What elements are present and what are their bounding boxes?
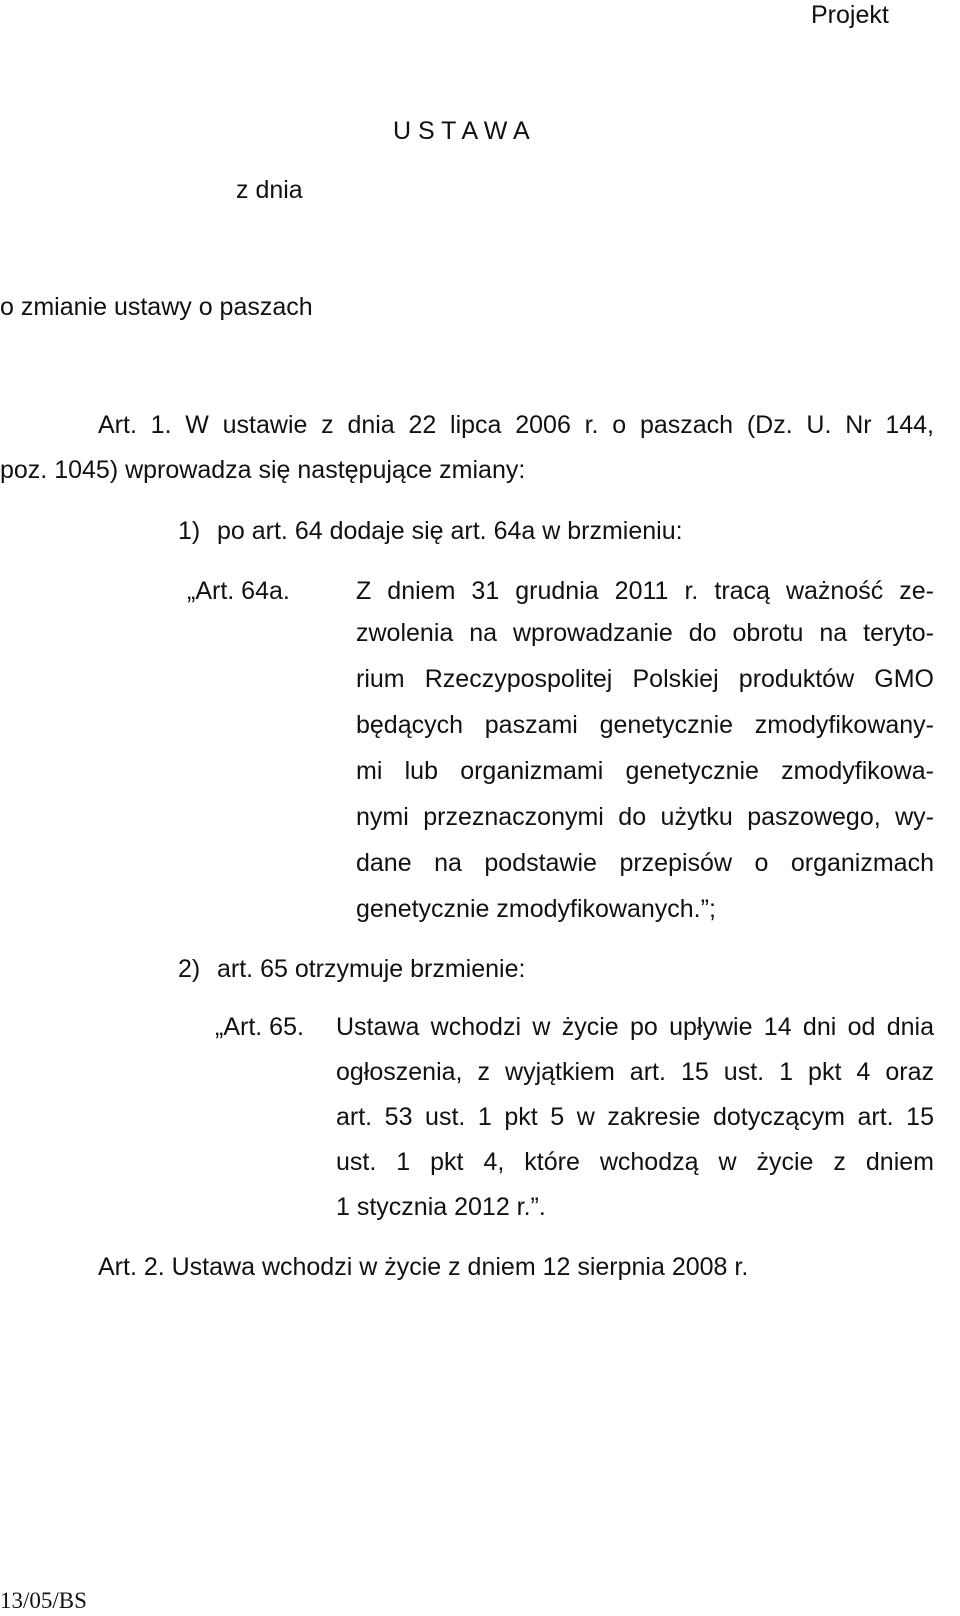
art64a-line: zwolenia na wprowadzanie do obrotu na teryto- (356, 619, 934, 647)
art64a-line-last: genetycznie zmodyfikowanych.”; (356, 895, 716, 923)
art65-line: art. 53 ust. 1 pkt 5 w zakresie dotyczącym art. 15 (336, 1103, 934, 1131)
art65-line: ogłoszenia, z wyjątkiem art. 15 ust. 1 pkt 4 oraz (336, 1058, 934, 1086)
project-label: Projekt (811, 1, 889, 29)
art64a-line: mi lub organizmami genetycznie zmodyfikowa- (356, 757, 934, 785)
article2-text: Art. 2. Ustawa wchodzi w życie z dniem 12 sierpnia 2008 r. (98, 1253, 749, 1281)
art64a-line: będących paszami genetycznie zmodyfikowany- (356, 711, 934, 739)
art65-label: „Art. 65. (215, 1013, 304, 1041)
point1-text: po art. 64 dodaje się art. 64a w brzmieniu: (217, 517, 683, 545)
art65-line: ust. 1 pkt 4, które wchodzą w życie z dniem (336, 1148, 934, 1176)
article1-intro-line1: Art. 1. W ustawie z dnia 22 lipca 2006 r. o paszach (Dz. U. Nr 144, (98, 411, 934, 439)
art64a-line: nymi przeznaczonymi do użytku paszowego, wy- (356, 803, 934, 831)
document-subject: o zmianie ustawy o paszach (0, 293, 313, 321)
document-title: U S T A W A (393, 117, 530, 145)
point2-text: art. 65 otrzymuje brzmienie: (217, 955, 526, 983)
art64a-label: „Art. 64a. (187, 577, 290, 605)
date-line: z dnia (236, 176, 303, 204)
art65-line: Ustawa wchodzi w życie po upływie 14 dni od dnia (336, 1013, 934, 1041)
point1-number: 1) (178, 517, 201, 545)
article1-intro-line2: poz. 1045) wprowadza się następujące zmiany: (0, 456, 526, 484)
point2-number: 2) (178, 955, 201, 983)
art64a-line: dane na podstawie przepisów o organizmach (356, 849, 934, 877)
footer-code: 13/05/BS (0, 1588, 87, 1613)
art65-line-last: 1 stycznia 2012 r.”. (336, 1193, 546, 1221)
art64a-line: Z dniem 31 grudnia 2011 r. tracą ważność ze- (356, 577, 934, 605)
art64a-line: rium Rzeczypospolitej Polskiej produktów GMO (356, 665, 934, 693)
